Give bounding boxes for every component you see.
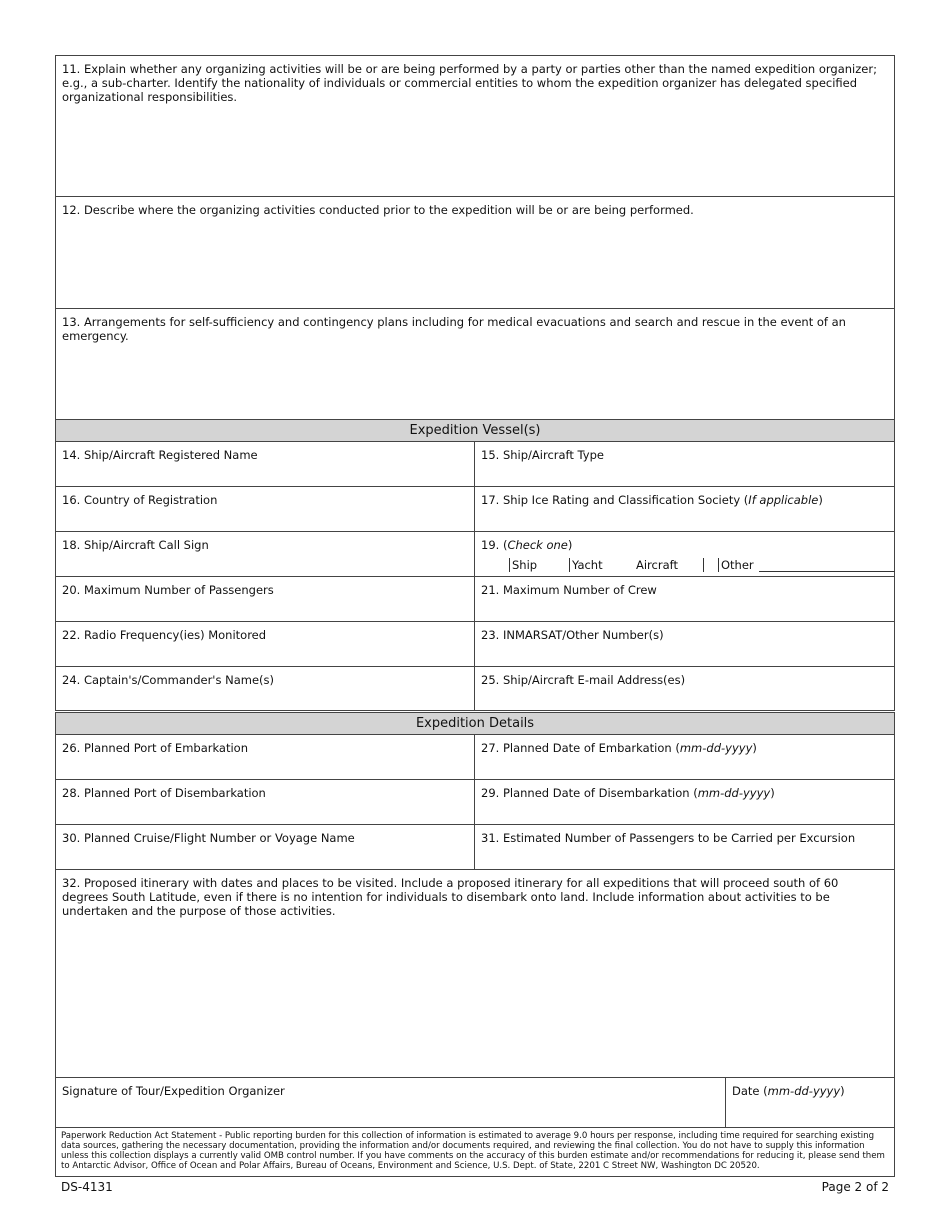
yacht-checkbox[interactable]	[569, 558, 570, 572]
form-number: DS-4131	[61, 1180, 113, 1194]
other-text-field[interactable]	[759, 560, 895, 572]
q27-field[interactable]	[475, 735, 894, 779]
q30-label: 30. Planned Cruise/Flight Number or Voyage Name	[62, 831, 355, 845]
q26-label: 26. Planned Port of Embarkation	[62, 741, 248, 755]
q17-label: 17. Ship Ice Rating and Classification Society (If applicable)	[481, 493, 823, 507]
q18-label: 18. Ship/Aircraft Call Sign	[62, 538, 209, 552]
q12-label: 12. Describe where the organizing activities conducted prior to the expedition will be or are being performed.	[62, 203, 694, 217]
q31-label: 31. Estimated Number of Passengers to be Carried per Excursion	[481, 831, 856, 845]
q14-field[interactable]	[56, 442, 475, 486]
q29-field[interactable]	[475, 780, 894, 824]
other-checkbox[interactable]	[718, 558, 719, 572]
ship-checkbox[interactable]	[509, 558, 510, 572]
q21-label: 21. Maximum Number of Crew	[481, 583, 657, 597]
option-ship[interactable]: Ship	[509, 558, 567, 572]
q24-field[interactable]	[56, 667, 475, 710]
q27-label: 27. Planned Date of Embarkation (mm-dd-yyyy)	[481, 741, 757, 755]
q19-label: 19. (Check one)	[481, 538, 573, 552]
q23-field[interactable]	[475, 622, 894, 666]
q11-field[interactable]	[55, 55, 895, 196]
q29-label: 29. Planned Date of Disembarkation (mm-dd-yyyy)	[481, 786, 775, 800]
q13-field[interactable]	[55, 308, 895, 419]
q32-label: 32. Proposed itinerary with dates and places to be visited. Include a proposed itinerary for all expeditions that will proceed south of 60 degrees South Latitude, even if there is no intention for individuals to disembark onto land. Include information about activities to be undertaken and the purpose of those activities.	[62, 876, 839, 918]
q20-label: 20. Maximum Number of Passengers	[62, 583, 274, 597]
signature-label: Signature of Tour/Expedition Organizer	[62, 1084, 285, 1098]
paperwork-reduction-statement: Paperwork Reduction Act Statement - Public reporting burden for this collection of information is estimated to average 9.0 hours per response, including time required for searching existing data sources, gathering the necessary documentation, providing the information and/or documents required, and reviewing the final collection. You do not have to supply this information unless this collection displays a currently valid OMB control number. If you have comments on the accuracy of this burden estimate and/or recommendations for reducing it, please send them to Antarctic Advisor, Office of Ocean and Polar Affairs, Bureau of Oceans, Environment and Science, U.S. Dept. of State, 2201 C Street NW, Washington DC 20520.	[55, 1127, 895, 1177]
option-aircraft[interactable]: Aircraft	[636, 558, 678, 572]
q16-label: 16. Country of Registration	[62, 493, 218, 507]
q19-field	[475, 532, 901, 576]
date-field[interactable]	[726, 1078, 894, 1127]
details-section-header: Expedition Details	[55, 712, 895, 734]
q24-label: 24. Captain's/Commander's Name(s)	[62, 673, 274, 687]
q22-field[interactable]	[56, 622, 475, 666]
q18-field[interactable]	[56, 532, 475, 576]
q21-field[interactable]	[475, 577, 894, 621]
form-page	[55, 55, 895, 1177]
page-number: Page 2 of 2	[821, 1180, 889, 1194]
q11-label: 11. Explain whether any organizing activities will be or are being performed by a party or parties other than the named expedition organizer; e.g., a sub-charter. Identify the nationality of individuals or commercial entities to whom the expedition organizer has delegated specified organizational responsibilities.	[62, 62, 877, 104]
q16-field[interactable]	[56, 487, 475, 531]
q20-field[interactable]	[56, 577, 475, 621]
date-label: Date (mm-dd-yyyy)	[732, 1084, 845, 1098]
vessel-section-header: Expedition Vessel(s)	[55, 419, 895, 441]
q14-label: 14. Ship/Aircraft Registered Name	[62, 448, 258, 462]
q15-field[interactable]	[475, 442, 894, 486]
q32-field[interactable]	[55, 869, 895, 1077]
q25-field[interactable]	[475, 667, 894, 710]
vessel-type-options	[481, 558, 895, 572]
aircraft-check-mark	[703, 558, 704, 572]
q23-label: 23. INMARSAT/Other Number(s)	[481, 628, 664, 642]
q30-field[interactable]	[56, 825, 475, 869]
q31-field[interactable]	[475, 825, 894, 869]
signature-field[interactable]	[56, 1078, 726, 1127]
q26-field[interactable]	[56, 735, 475, 779]
q15-label: 15. Ship/Aircraft Type	[481, 448, 604, 462]
q22-label: 22. Radio Frequency(ies) Monitored	[62, 628, 267, 642]
option-other[interactable]: Other	[718, 558, 754, 572]
q17-field[interactable]	[475, 487, 894, 531]
option-yacht[interactable]: Yacht	[569, 558, 631, 572]
q25-label: 25. Ship/Aircraft E-mail Address(es)	[481, 673, 686, 687]
page-footer	[61, 1180, 889, 1194]
q12-field[interactable]	[55, 196, 895, 308]
q28-label: 28. Planned Port of Disembarkation	[62, 786, 266, 800]
q13-label: 13. Arrangements for self-sufficiency and contingency plans including for medical evacuations and search and rescue in the event of an emergency.	[62, 315, 846, 343]
q28-field[interactable]	[56, 780, 475, 824]
